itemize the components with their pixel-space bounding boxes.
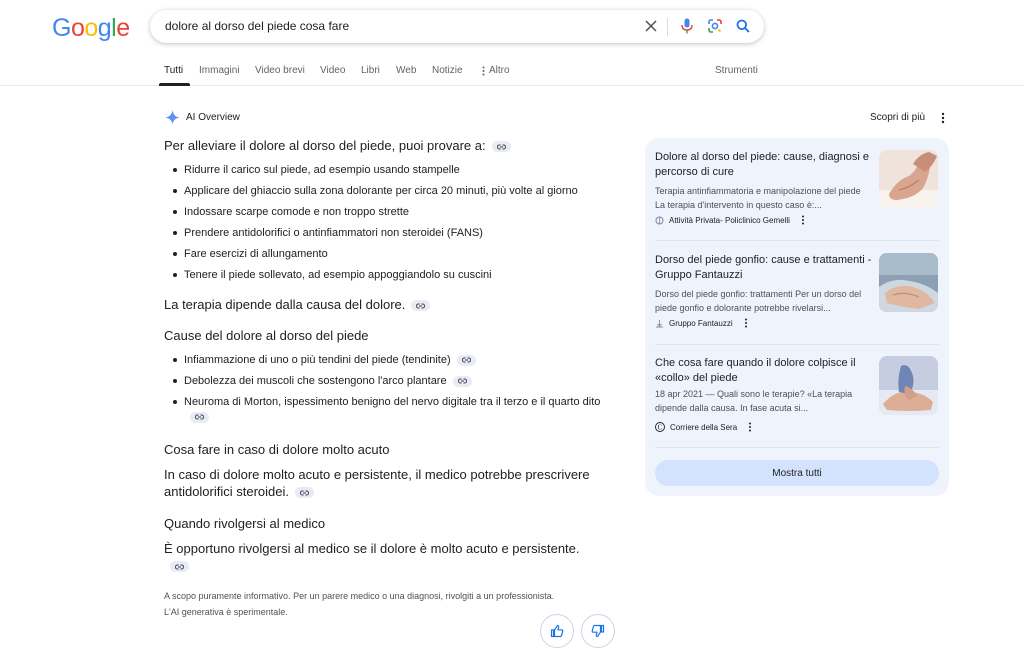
citation-link-icon[interactable]	[295, 487, 314, 498]
google-logo[interactable]	[52, 14, 130, 43]
list-item	[164, 374, 604, 388]
thumbs-up-button[interactable]	[540, 614, 574, 648]
site-favicon-icon	[655, 216, 664, 225]
svg-text:C: C	[657, 423, 663, 432]
list-item: Applicare del ghiaccio sulla zona dolorante per circa 20 minuti, più volte al giorno	[164, 184, 604, 198]
doctor-heading: Quando rivolgersi al medico	[164, 516, 326, 531]
list-item: Tenere il piede sollevato, ad esempio appoggiandolo su cuscini	[164, 268, 604, 282]
logo-letter: e	[116, 14, 130, 42]
source-site	[655, 215, 805, 225]
foot-massage-photo-icon	[879, 356, 938, 415]
logo-letter: o	[84, 14, 98, 42]
ai-overview-label: AI Overview	[186, 112, 240, 123]
swollen-foot-photo-icon	[879, 253, 938, 312]
logo-letter: l	[111, 14, 117, 42]
therapy-note	[164, 296, 604, 313]
acute-heading: Cosa fare in caso di dolore molto acuto	[164, 442, 390, 457]
tab-altro-label: Altro	[489, 65, 510, 76]
thumbs-down-icon	[591, 624, 605, 638]
search-icon[interactable]	[734, 17, 752, 35]
source-card[interactable]	[655, 356, 939, 436]
tab-immagini[interactable]: Immagini	[199, 65, 240, 76]
tools-button[interactable]: Strumenti	[715, 65, 758, 76]
tab-altro[interactable]	[482, 65, 510, 76]
list-item	[164, 395, 604, 425]
disclaimer-line: A scopo puramente informativo. Per un parere medico o una diagnosi, rivolgiti a un professionista.	[164, 591, 555, 601]
ai-overview-header	[165, 110, 240, 125]
disclaimer	[164, 588, 604, 620]
clear-icon[interactable]	[642, 17, 660, 35]
logo-letter: o	[70, 14, 85, 42]
site-favicon-icon	[655, 422, 665, 432]
tab-video-brevi[interactable]: Video brevi	[255, 65, 305, 76]
intro-text: Per alleviare il dolore al dorso del piede, puoi provare a:	[164, 138, 486, 153]
source-snippet: 18 apr 2021 — Quali sono le terapie? «La terapia dipende dalla causa. In fase acuta si...	[655, 389, 853, 413]
sources-panel	[645, 138, 949, 496]
tab-tutti[interactable]: Tutti	[164, 65, 184, 76]
logo-letter: G	[52, 14, 71, 42]
source-menu-icon[interactable]	[801, 215, 805, 225]
doctor-paragraph	[164, 540, 604, 574]
source-thumbnail[interactable]	[879, 253, 938, 312]
disclaimer-line: L'AI generativa è sperimentale.	[164, 607, 288, 617]
search-input[interactable]: dolore al dorso del piede cosa fare	[165, 19, 350, 33]
source-card[interactable]	[655, 253, 939, 333]
list-item: Indossare scarpe comode e non troppo strette	[164, 205, 604, 219]
cause-text: Infiammazione di uno o più tendini del piede (tendinite)	[184, 354, 451, 366]
citation-link-icon[interactable]	[190, 412, 209, 423]
source-divider	[655, 447, 939, 448]
citation-link-icon[interactable]	[411, 300, 430, 311]
causes-list	[164, 353, 604, 425]
more-vert-icon	[482, 66, 485, 76]
source-site	[655, 318, 748, 328]
source-thumbnail[interactable]	[879, 150, 938, 209]
divider	[667, 18, 668, 36]
gemini-sparkle-icon	[165, 110, 180, 125]
source-card[interactable]	[655, 150, 939, 230]
tab-libri[interactable]: Libri	[361, 65, 380, 76]
remedies-list	[164, 163, 604, 282]
search-tabs	[0, 56, 1024, 86]
search-box[interactable]	[150, 10, 764, 43]
list-item: Prendere antidolorifici o antinfiammatori non steroidei (FANS)	[164, 226, 604, 240]
citation-link-icon[interactable]	[170, 561, 189, 572]
list-item	[164, 353, 604, 367]
site-favicon-icon	[655, 319, 664, 328]
cause-text: Neuroma di Morton, ispessimento benigno del nervo digitale tra il terzo e il quarto dito	[184, 396, 601, 408]
show-all-button[interactable]: Mostra tutti	[655, 460, 939, 486]
source-menu-icon[interactable]	[748, 422, 752, 432]
citation-link-icon[interactable]	[492, 141, 511, 152]
tab-web[interactable]: Web	[396, 65, 417, 76]
causes-heading: Cause del dolore al dorso del piede	[164, 328, 369, 343]
lens-icon[interactable]	[706, 17, 724, 35]
tab-video[interactable]: Video	[320, 65, 346, 76]
source-divider	[655, 344, 939, 345]
source-site-name: Gruppo Fantauzzi	[669, 318, 733, 328]
overview-intro	[164, 137, 604, 154]
tab-notizie[interactable]: Notizie	[432, 65, 463, 76]
doctor-text: È opportuno rivolgersi al medico se il dolore è molto acuto e persistente.	[164, 541, 580, 556]
citation-link-icon[interactable]	[453, 376, 472, 387]
source-site-name: Attività Privata- Policlinico Gemelli	[669, 215, 790, 225]
source-snippet: Dorso del piede gonfio: trattamenti Per un dorso del piede gonfio e dolorante potrebbe rivelarsi...	[655, 289, 862, 313]
therapy-note-text: La terapia dipende dalla causa del dolore.	[164, 297, 406, 312]
source-menu-icon[interactable]	[744, 318, 748, 328]
ai-overview-body	[164, 137, 604, 620]
source-snippet: Terapia antinfiammatoria e manipolazione del piede La terapia d'intervento in questo caso è:...	[655, 186, 861, 210]
logo-letter: g	[97, 14, 112, 42]
microphone-icon[interactable]	[678, 17, 696, 35]
source-divider	[655, 240, 939, 241]
thumbs-down-button[interactable]	[581, 614, 615, 648]
acute-text: In caso di dolore molto acuto e persistente, il medico potrebbe prescrivere antidolorifici steroidei.	[164, 467, 590, 499]
active-tab-indicator	[159, 83, 190, 86]
overview-menu-icon[interactable]	[938, 110, 948, 126]
source-site	[655, 422, 752, 432]
learn-more-link[interactable]: Scopri di più	[870, 112, 926, 123]
source-title[interactable]: Dorso del piede gonfio: cause e trattamenti - Gruppo Fantauzzi	[655, 254, 872, 281]
list-item: Ridurre il carico sul piede, ad esempio usando stampelle	[164, 163, 604, 177]
cause-text: Debolezza dei muscoli che sostengono l'arco plantare	[184, 375, 447, 387]
thumbs-up-icon	[550, 624, 564, 638]
citation-link-icon[interactable]	[457, 355, 476, 366]
foot-pain-photo-icon	[879, 150, 938, 209]
acute-paragraph	[164, 466, 604, 500]
list-item: Fare esercizi di allungamento	[164, 247, 604, 261]
source-title[interactable]: Dolore al dorso del piede: cause, diagnosi e percorso di cure	[655, 151, 870, 178]
source-thumbnail[interactable]	[879, 356, 938, 415]
source-title[interactable]: Che cosa fare quando il dolore colpisce il «collo» del piede	[655, 357, 856, 384]
source-site-name: Corriere della Sera	[670, 422, 738, 432]
